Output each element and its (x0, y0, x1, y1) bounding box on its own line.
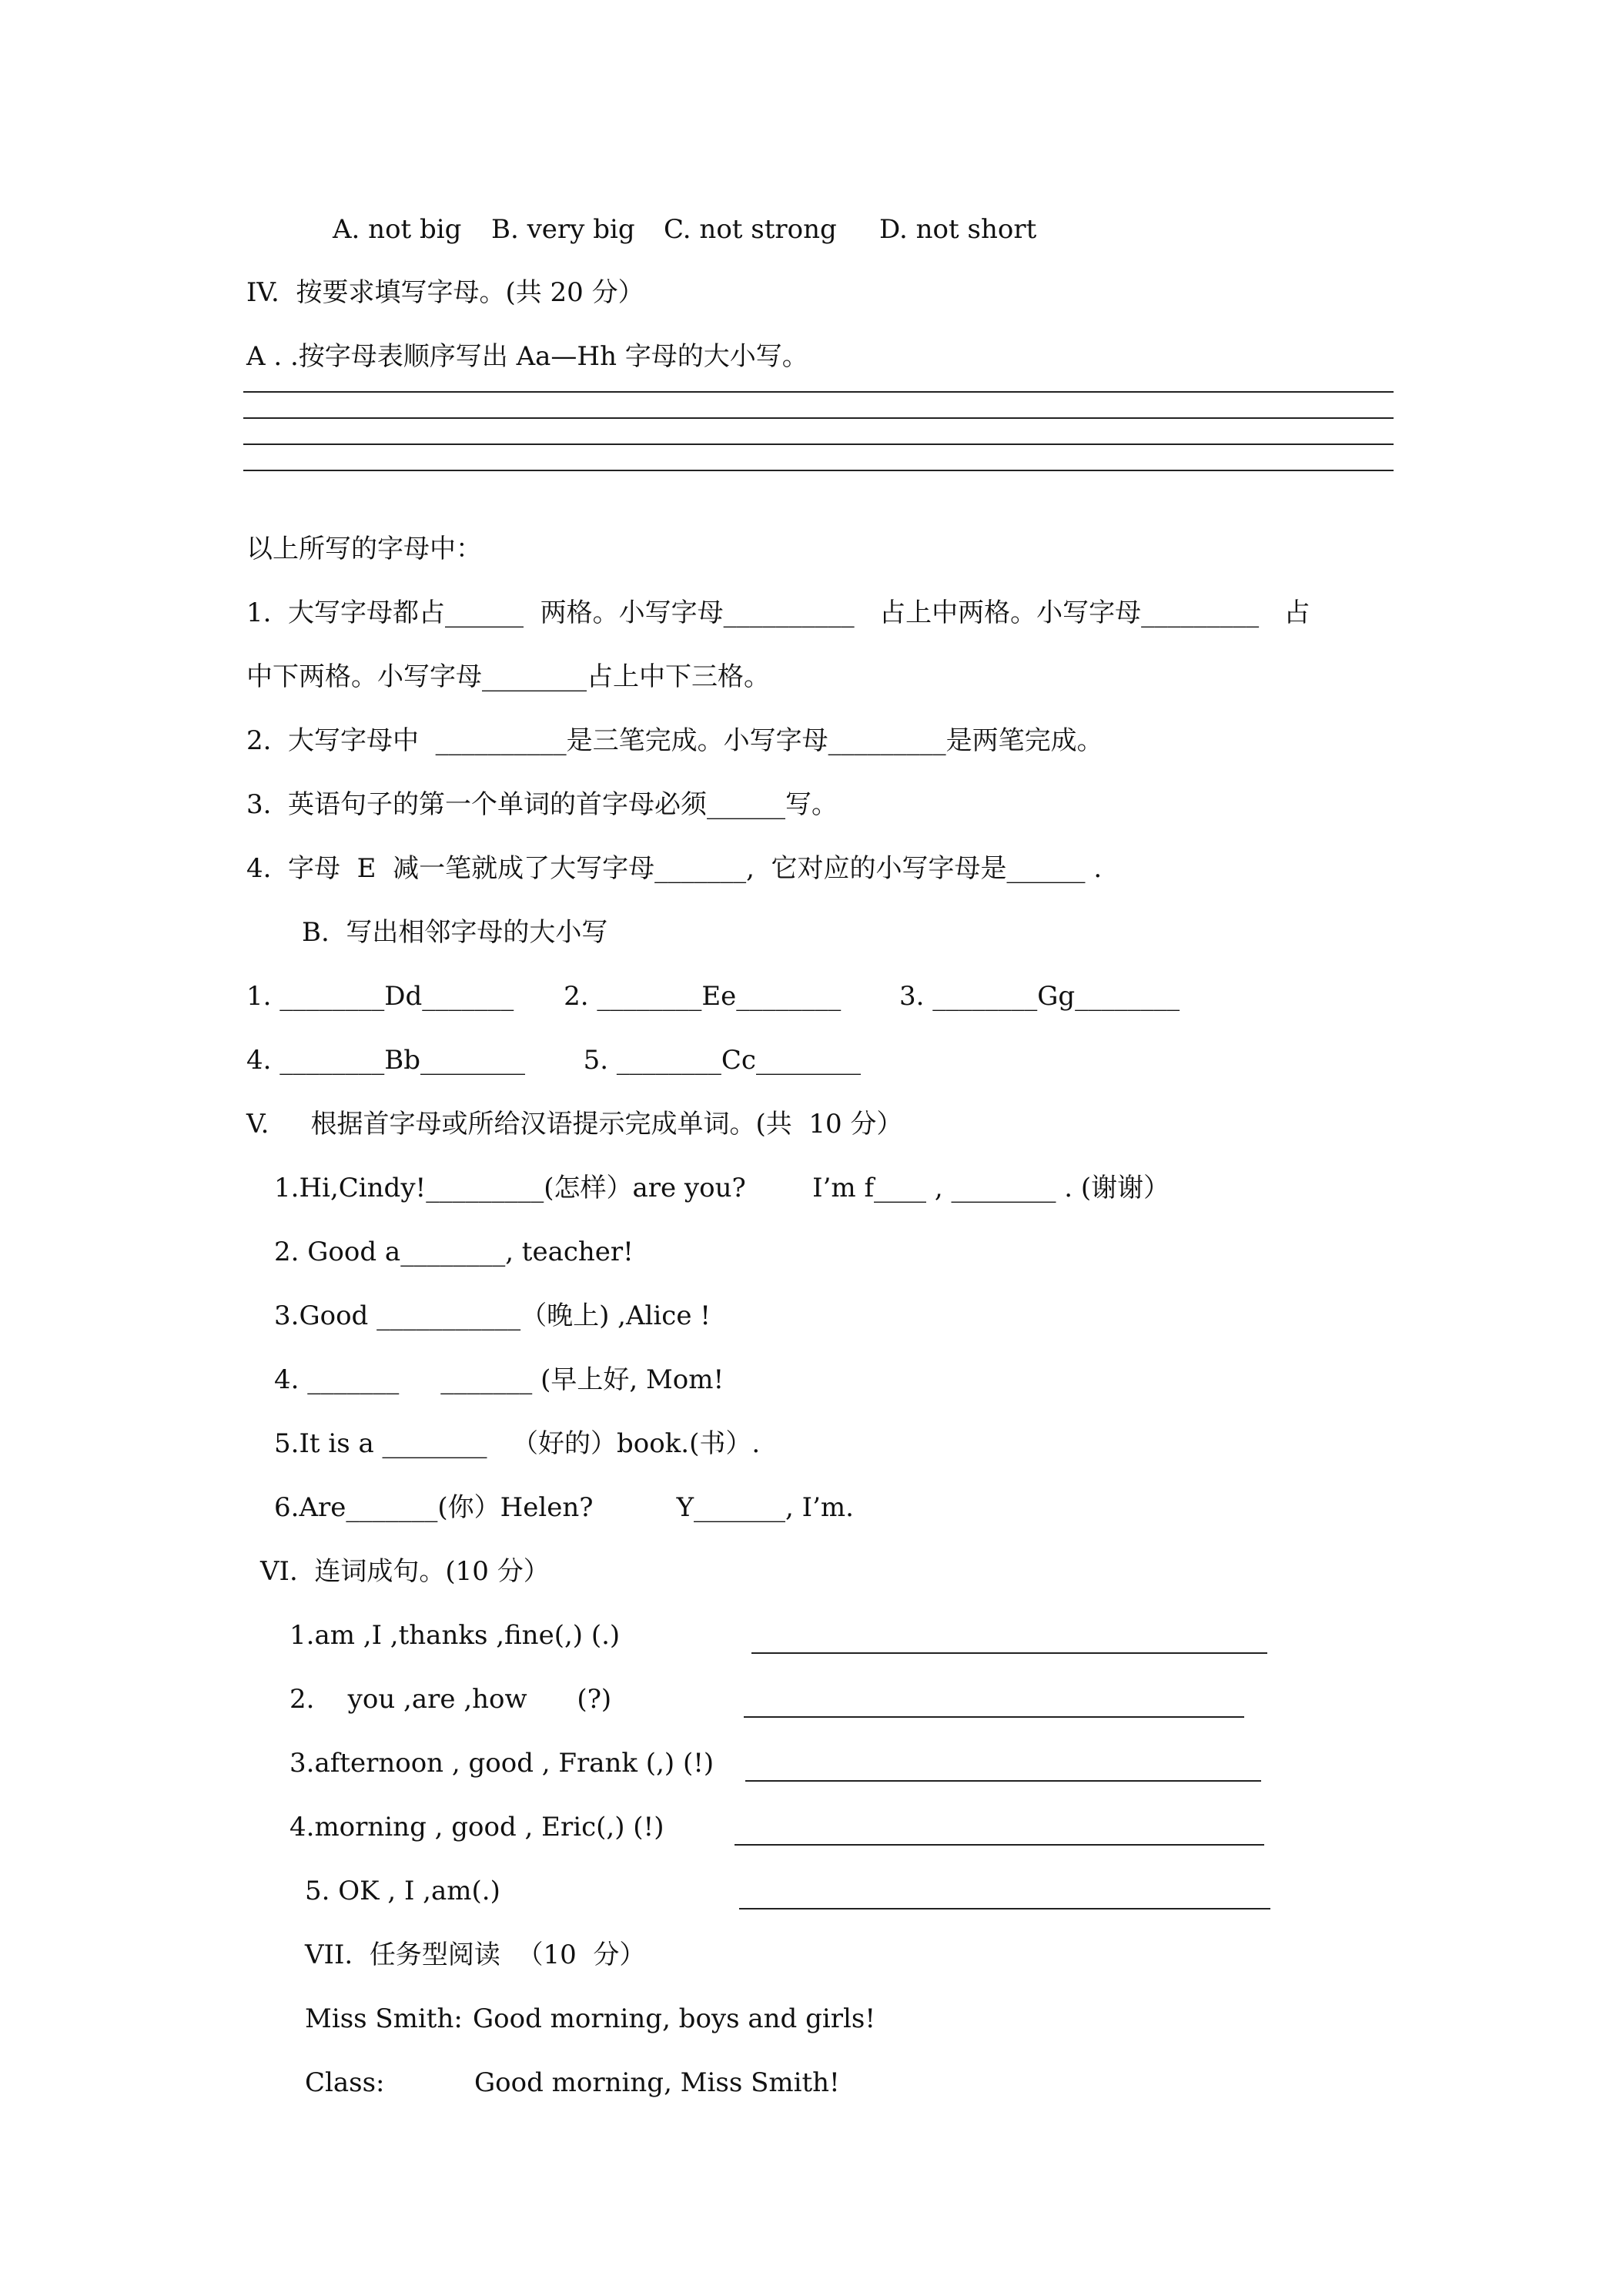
dialog-line-2: Good morning, Miss Smith! (474, 2067, 840, 2098)
section-6-item-1: 1.am ,I ,thanks ,fine(,) (.) (289, 1620, 621, 1651)
answer-line-5 (739, 1908, 1270, 1909)
section-5-item-6: 6.Are_______(你）Helen? Y_______, I’m. (274, 1492, 854, 1523)
section-4-b-row1: 1. ________Dd_______ 2. ________Ee________ 3. ________Gg________ (246, 981, 1180, 1012)
section-4-q4: 4. 字母 E 减一笔就成了大写字母_______, 它对应的小写字母是______ . (246, 853, 1103, 884)
dialog-line-1: Good morning, boys and girls! (473, 2003, 875, 2034)
section-6-item-4: 4.morning , good , Eric(,) (!) (289, 1812, 664, 1842)
section-7-heading: VII. 任务型阅读 （10 分） (305, 1940, 646, 1970)
section-5-item-2: 2. Good a________, teacher! (274, 1237, 634, 1267)
writing-rule-4 (243, 470, 1394, 471)
section-4-part-b: B. 写出相邻字母的大小写 (302, 917, 608, 948)
option-d: D. not short (879, 214, 1037, 245)
section-4-q1-line2: 中下两格。小写字母________占上中下三格。 (246, 661, 770, 692)
section-4-q3: 3. 英语句子的第一个单词的首字母必须______写。 (246, 789, 838, 820)
section-4-q1-line1: 1. 大写字母都占______ 两格。小写字母__________ 占上中两格。小写字母_________ 占 (246, 597, 1310, 628)
writing-rule-2 (243, 417, 1394, 419)
section-6-item-5: 5. OK , I ,am(.) (305, 1876, 500, 1906)
section-4-heading: IV. 按要求填写字母。(共 20 分） (246, 277, 644, 308)
writing-rule-3 (243, 443, 1394, 445)
dialog-speaker-2: Class: (305, 2067, 385, 2098)
section-6-item-2: 2. you ,are ,how (?) (289, 1684, 612, 1715)
section-5-item-1: 1.Hi,Cindy!_________(怎样）are you? I’m f____ , ________ . (谢谢） (274, 1173, 1170, 1203)
section-4-part-a: A . .按字母表顺序写出 Aa—Hh 字母的大小写。 (246, 341, 808, 372)
answer-line-3 (745, 1780, 1261, 1782)
section-4-q2: 2. 大写字母中 __________是三笔完成。小写字母_________是两笔完成。 (246, 725, 1103, 756)
answer-line-4 (735, 1844, 1264, 1846)
option-b: B. very big (491, 214, 635, 245)
section-4-intro: 以上所写的字母中： (246, 534, 482, 564)
writing-rule-1 (243, 391, 1394, 393)
section-5-item-3: 3.Good ___________（晚上) ,Alice ! (274, 1300, 711, 1331)
section-5-heading: V. 根据首字母或所给汉语提示完成单词。(共 10 分） (246, 1109, 903, 1140)
answer-line-1 (751, 1652, 1267, 1654)
section-5-item-4: 4. _______ _______ (早上好, Mom! (274, 1364, 724, 1395)
section-6-heading: VI. 连词成句。(10 分） (260, 1556, 550, 1587)
section-5-item-5: 5.It is a ________ （好的）book.(书）. (274, 1428, 761, 1459)
dialog-speaker-1: Miss Smith: (305, 2003, 463, 2034)
option-c: C. not strong (664, 214, 837, 245)
section-4-b-row2: 4. ________Bb________ 5. ________Cc________ (246, 1045, 861, 1076)
section-6-item-3: 3.afternoon , good , Frank (,) (!) (289, 1748, 714, 1779)
answer-line-2 (744, 1716, 1244, 1718)
option-a: A. not big (333, 214, 462, 245)
